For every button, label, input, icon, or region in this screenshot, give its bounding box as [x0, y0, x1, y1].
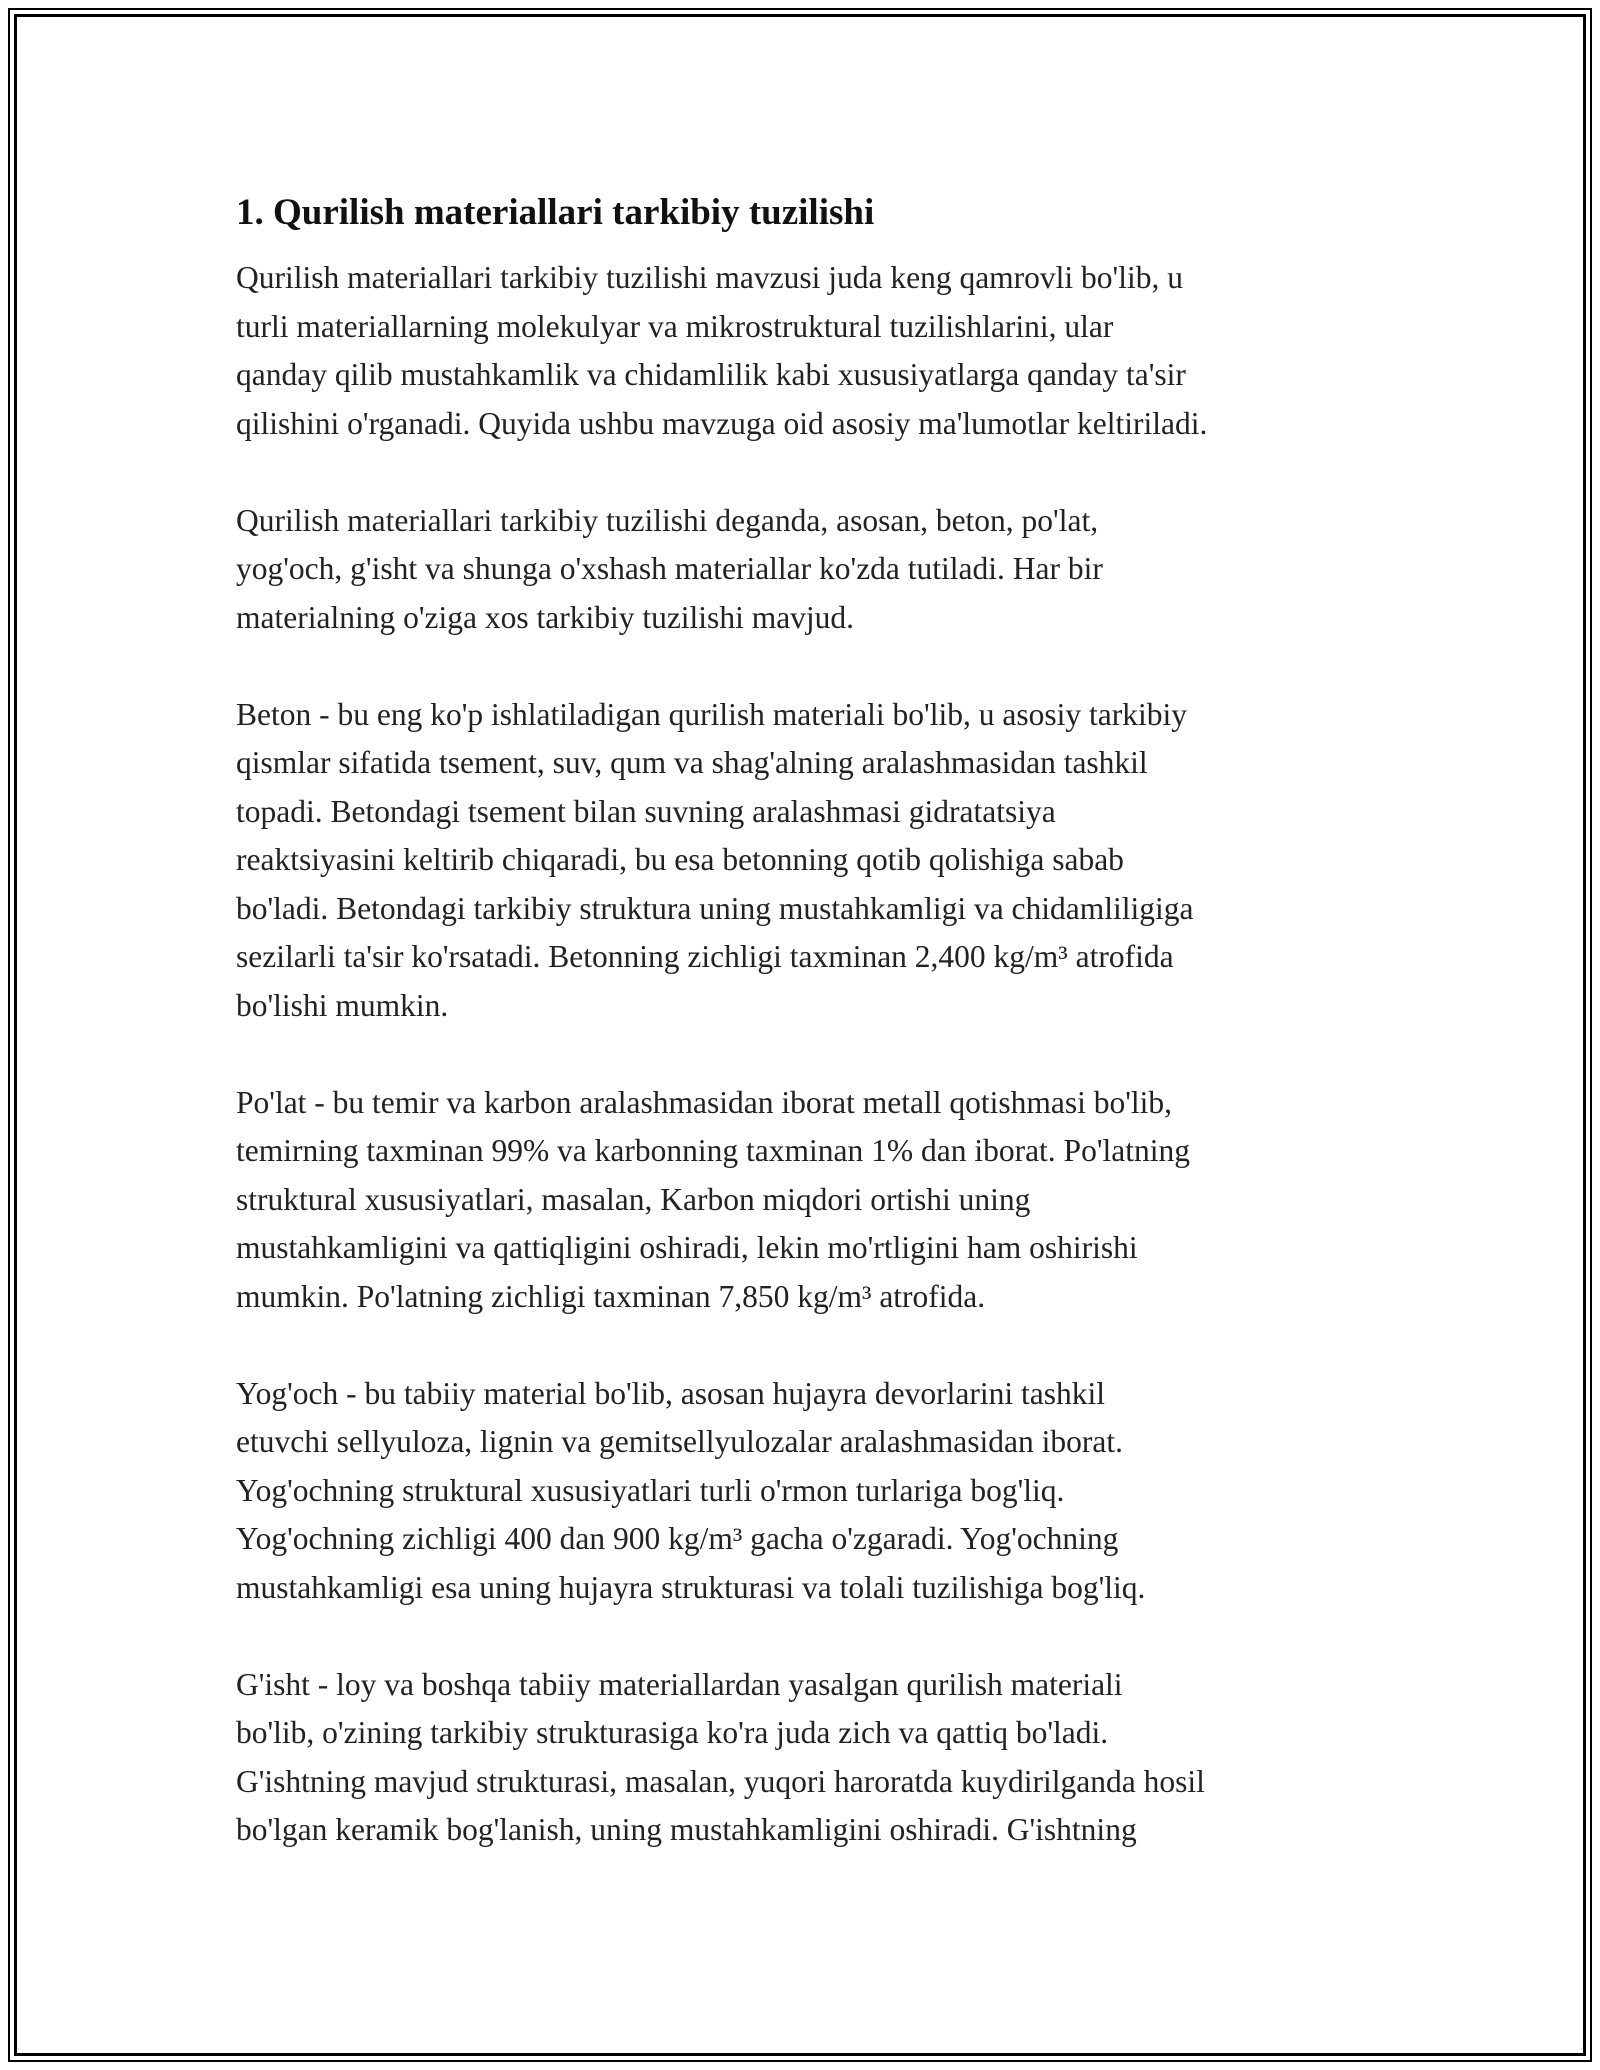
paragraph-yogoch: Yog'och - bu tabiiy material bo'lib, asosan hujayra devorlarini tashkil etuvchi sellyuloza, lignin va gemitsellyulozalar aralashmasidan iborat. Yog'ochning struktural xususiyatlari turli o'rmon turlariga bog'liq. Yog'ochning zichligi 400 dan 900 kg/m³ gacha o'zgaradi. Yog'ochning mustahkamligi esa uning hujayra strukturasi va tolali tuzilishiga bog'liq.: [236, 1375, 1146, 1605]
paragraph-beton: Beton - bu eng ko'p ishlatiladigan qurilish materiali bo'lib, u asosiy tarkibiy qismlar sifatida tsement, suv, qum va shag'alning aralashmasidan tashkil topadi. Betondagi tsement bilan suvning aralashmasi gidratatsiya reaktsiyasini keltirib chiqaradi, bu esa betonning qotib qolishiga sabab bo'ladi. Betondagi tarkibiy struktura uning mustahkamligi va chidamliligiga sezilarli ta'sir ko'rsatadi. Betonning zichligi taxminan 2,400 kg/m³ atrofida bo'lishi mumkin.: [236, 696, 1194, 1023]
document-body: [236, 186, 1386, 1903]
paragraph-gisht: G'isht - loy va boshqa tabiiy materiallardan yasalgan qurilish materiali bo'lib, o'zining tarkibiy strukturasiga ko'ra juda zich va qattiq bo'ladi. G'ishtning mavjud strukturasi, masalan, yuqori haroratda kuydirilganda hosil bo'lgan keramik bog'lanish, uning mustahkamligini oshiradi. G'ishtning: [236, 1666, 1205, 1847]
document-title: 1. Qurilish materiallari tarkibiy tuzilishi: [236, 192, 875, 233]
paragraph-polat: Po'lat - bu temir va karbon aralashmasidan iborat metall qotishmasi bo'lib, temirning taxminan 99% va karbonning taxminan 1% dan iborat. Po'latning struktural xususiyatlari, masalan, Karbon miqdori ortishi uning mustahkamligini va qattiqligini oshiradi, lekin mo'rtligini ham oshirishi mumkin. Po'latning zichligi taxminan 7,850 kg/m³ atrofida.: [236, 1084, 1190, 1314]
paragraph-overview: Qurilish materiallari tarkibiy tuzilishi deganda, asosan, beton, po'lat, yog'och, g'isht va shunga o'xshash materiallar ko'zda tutiladi. Har bir materialning o'ziga xos tarkibiy tuzilishi mavjud.: [236, 502, 1103, 635]
paragraph-intro: Qurilish materiallari tarkibiy tuzilishi mavzusi juda keng qamrovli bo'lib, u turli materiallarning molekulyar va mikrostruktural tuzilishlarini, ular qanday qilib mustahkamlik va chidamlilik kabi xususiyatlarga qanday ta'sir qilishini o'rganadi. Quyida ushbu mavzuga oid asosiy ma'lumotlar keltiriladi.: [236, 260, 1208, 441]
